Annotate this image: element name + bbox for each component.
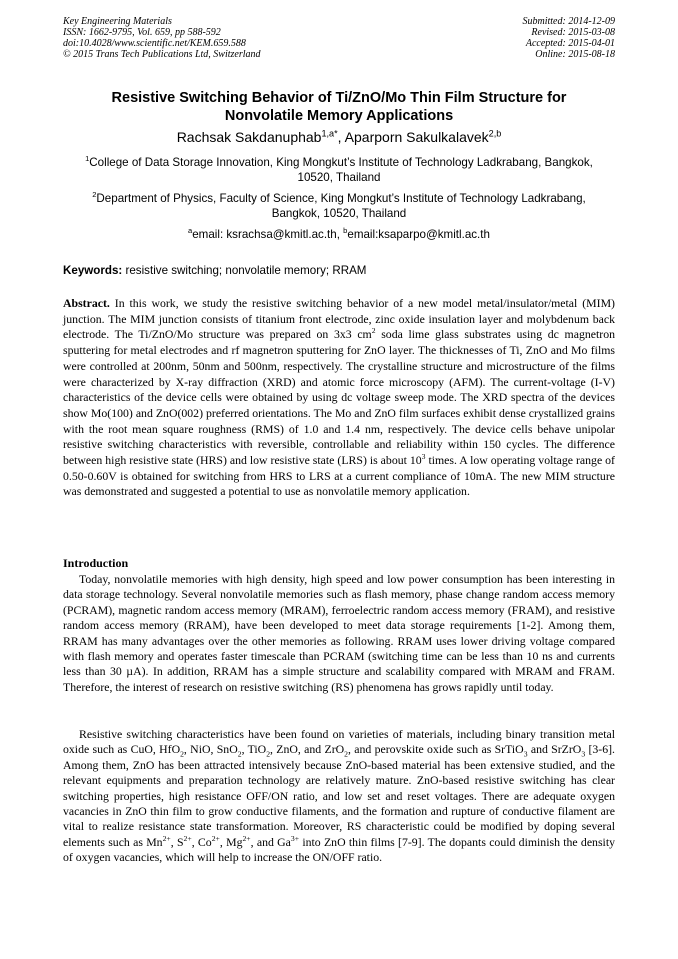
- section-heading-introduction: Introduction: [63, 556, 129, 570]
- superscript: 2+: [242, 833, 251, 843]
- title-line-1: Resistive Switching Behavior of Ti/ZnO/Mo Thin Film Structure for: [111, 90, 567, 106]
- abstract-text-2: soda lime glass substrates using dc magnetron sputtering for metal electrodes and rf magnetron sputtering for ZnO layer. The thicknesses of Ti, ZnO and Mo films were controlled at 200nm, 50nm and 500nm, respectively. The crystalline structure and microstructure of the films were characterized by X-ray diffraction (XRD) and atomic force microscopy (AFM). The current-voltage (I-V) characteristics of the device cells were obtained by using dc voltage sweep mode. The XRD spectra of the devices show Mo(100) and ZnO(002) preferred orientations. The Mo and ZnO film surfaces exhibit dense crystallized grains with the root mean square roughness (RMS) of 1.0 and 1.4 nm, respectively. The device cells behave unipolar resistive switching characteristics with reversible, controllable and reliability within 150 cycles. The difference between high resistive state (HRS) and low resistive state (LRS) is about 10: [63, 327, 615, 468]
- email-a-marker: a: [188, 226, 193, 236]
- text-run: , ZnO, and ZrO: [270, 742, 345, 757]
- author-1-marker: 1,a*: [321, 128, 338, 139]
- affiliation-1-marker: 1: [85, 154, 90, 164]
- text-run: , and Ga: [250, 834, 291, 849]
- abstract-sup-2: 3: [421, 452, 426, 462]
- journal-issn: ISSN: 1662-9795, Vol. 659, pp 588-592: [63, 27, 221, 38]
- text-run: , and perovskite oxide such as SrTiO: [348, 742, 524, 757]
- text-run: , Mg: [219, 834, 243, 849]
- text-run: and SrZrO: [527, 742, 582, 757]
- affiliation-2-line-2: Bangkok, 10520, Thailand: [271, 207, 407, 220]
- subscript: 2: [180, 749, 184, 759]
- author-list: [60, 128, 618, 146]
- author-2-marker: 2,b: [488, 128, 502, 139]
- subscript: 3: [581, 749, 586, 759]
- text-run: , TiO: [241, 742, 267, 757]
- affiliation-1-line-2: 10520, Thailand: [297, 171, 381, 184]
- author-1: Rachsak Sakdanuphab: [176, 129, 322, 145]
- journal-name: Key Engineering Materials: [63, 16, 172, 27]
- subscript: 2: [237, 749, 242, 759]
- author-2: Aparporn Sakulkalavek: [344, 129, 489, 145]
- subscript: 3: [523, 749, 528, 759]
- abstract-label: Abstract.: [63, 296, 110, 310]
- affiliation-2-marker: 2: [92, 190, 97, 200]
- subscript: 2: [344, 749, 348, 759]
- text-run: , S: [170, 834, 184, 849]
- submitted-date: Submitted: 2014-12-09: [522, 16, 615, 27]
- title-line-2: Nonvolatile Memory Applications: [224, 108, 454, 124]
- email-a: email: ksrachsa@kmitl.ac.th,: [192, 228, 344, 241]
- author-separator: ,: [337, 129, 345, 145]
- email-b-marker: b: [343, 226, 348, 236]
- online-date: Online: 2015-08-18: [535, 49, 615, 60]
- revised-date: Revised: 2015-03-08: [531, 27, 615, 38]
- abstract-sup-1: 2: [371, 326, 376, 336]
- affiliation-1: [60, 155, 618, 185]
- text-run: into ZnO thin films [7-9]. The dopants could diminish the density of oxygen vacancies, which will help to increase the ON/OFF ratio.: [63, 834, 616, 865]
- intro-paragraph-1: Today, nonvolatile memories with high density, high speed and low power consumption has been interesting in data storage technology. Several nonvolatile memories such as flash memory, phase change random access memory (PCRAM), magnetic random access memory (MRAM), ferroelectric random access memory (FRAM), and resistive random access memory (RRAM), have been developed to meet data storage requirements [1-2]. Among them, RRAM has many advantages over the other memories as following. RRAM uses lower driving voltage compared with flash memory and operates faster timescale than PCRAM (switching time can be less than 10 ns and currents less than 30 µA). In addition, RRAM has a simple structure and scalability compared with MRAM and FRAM. Therefore, the interest of research on resistive switching (RS) phenomena has grows rapidly until today.: [63, 572, 615, 694]
- journal-header-left: [63, 16, 261, 60]
- email-b: email:ksaparpo@kmitl.ac.th: [347, 228, 490, 241]
- paper-title: [60, 89, 618, 125]
- abstract-text-1: In this work, we study the resistive switching behavior of a new model metal/insulator/metal (MIM) junction. The MIM junction consists of titanium front electrode, zinc oxide insulation layer and molybdenum back electrode. The Ti/ZnO/Mo structure was prepared on 3x3 cm: [63, 296, 615, 342]
- affiliation-1-line-1: College of Data Storage Innovation, King Mongkut’s Institute of Technology Ladkrabang, Bangkok,: [89, 156, 593, 169]
- subscript: 2: [266, 749, 271, 759]
- text-run: [3-6]. Among them, ZnO has been attracted intensively because ZnO-based material has been extensive studied, and the relevant equipments and preparation technology are relatively mature. ZnO-based resistive switching has clear switching properties, high resistance OFF/ON ratio, and low set and reset voltages. There are adequate oxygen vacancies in ZnO thin film to grow conductive filaments, and the formation and rupture of conductive filament are vital to realize resistance state transformation. Moreover, RS characteristic could be modified by doping several elements such as Mn: [63, 742, 615, 849]
- abstract: [63, 296, 615, 500]
- text-run: Resistive switching characteristics have been found on varieties of materials, including binary transition metal oxide such as CuO, HfO: [63, 727, 615, 757]
- text-run: , Co: [191, 834, 212, 849]
- keywords-text: resistive switching; nonvolatile memory; RRAM: [122, 264, 367, 277]
- abstract-text-3: times. A low operating voltage range of 0.50-0.60V is obtained for switching from HRS to LRS at a current compliance of 10mA. The new MIM structure was demonstrated and suggested a potential to use as nonvolatile memory application.: [63, 453, 615, 499]
- accepted-date: Accepted: 2015-04-01: [525, 38, 615, 49]
- superscript: 2+: [162, 833, 171, 843]
- text-run: , NiO, SnO: [183, 742, 238, 757]
- superscript: 3+: [290, 833, 300, 843]
- keywords: [63, 263, 615, 278]
- journal-copyright: © 2015 Trans Tech Publications Ltd, Switzerland: [63, 49, 261, 60]
- superscript: 2+: [211, 833, 220, 843]
- intro-paragraph-2: [63, 727, 615, 866]
- keywords-label: Keywords:: [63, 264, 123, 277]
- author-emails: [60, 227, 618, 242]
- affiliation-2-line-1: Department of Physics, Faculty of Science, King Mongkut’s Institute of Technology Ladkrabang,: [96, 192, 586, 205]
- superscript: 2+: [183, 833, 192, 843]
- affiliation-2: [60, 191, 618, 221]
- journal-doi: doi:10.4028/www.scientific.net/KEM.659.588: [63, 38, 246, 49]
- journal-header-right: [523, 16, 616, 60]
